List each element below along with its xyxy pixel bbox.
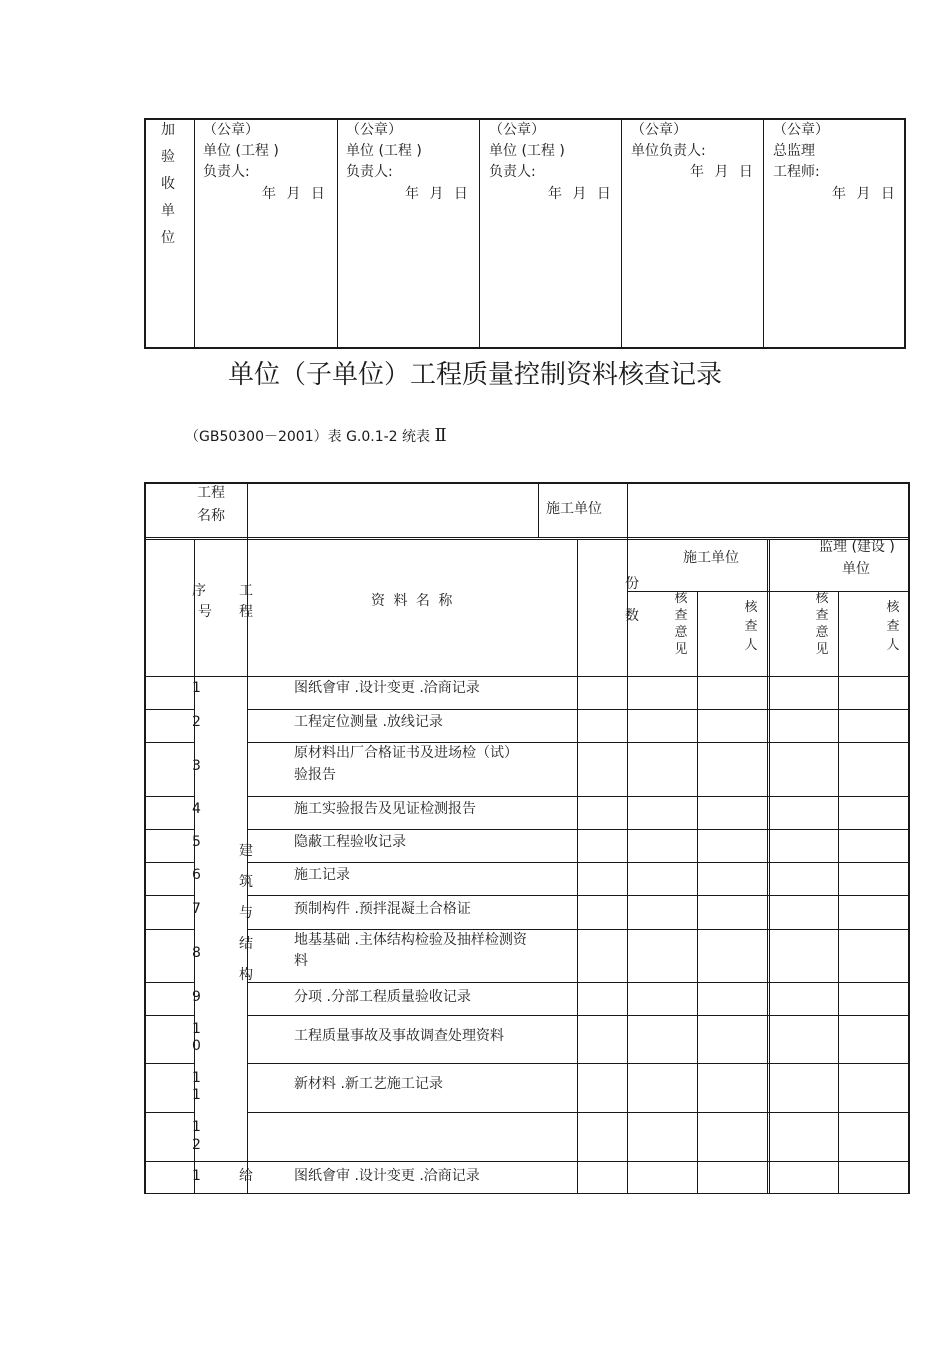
material-name-header: 资 料 名 称 (371, 593, 453, 609)
project-name-label: 工程 (197, 485, 225, 501)
construction-unit-label: 施工单位 (546, 501, 602, 517)
category-water-supply: 给 (239, 1168, 253, 1184)
form-code-text: （GB50300－2001）表 G.0.1-2 统表 (185, 429, 435, 445)
project-name-label-2: 名称 (197, 508, 225, 524)
seq-header: 序 (192, 583, 206, 599)
check-opinion-header: 核 查 意 见 (674, 591, 688, 657)
proj-header-2: 程 (239, 604, 253, 620)
supervisor-group-header: 监理 (建设 ) (819, 539, 895, 555)
supervisor-group-header-2: 单位 (842, 561, 870, 577)
supervisor-check-opinion-header: 核 查 意 见 (815, 591, 829, 657)
seq-header-2: 号 (198, 604, 212, 620)
constructor-group-header: 施工单位 (683, 550, 739, 566)
supervisor-checker-header: 核 查 人 (886, 600, 900, 653)
category-building-structure: 建 筑 与 结 构 (239, 843, 253, 983)
copies-header: 份 (625, 576, 639, 592)
document-title: 单位（子单位）工程质量控制资料核查记录 (227, 360, 722, 390)
acceptance-unit-label: 加 验 收 单 位 (161, 122, 175, 246)
proj-header: 工 (239, 583, 253, 599)
checker-header: 核 查 人 (744, 600, 758, 653)
copies-header-2: 数 (625, 608, 639, 624)
form-code-roman: Ⅱ (434, 425, 447, 446)
form-code (185, 426, 447, 447)
